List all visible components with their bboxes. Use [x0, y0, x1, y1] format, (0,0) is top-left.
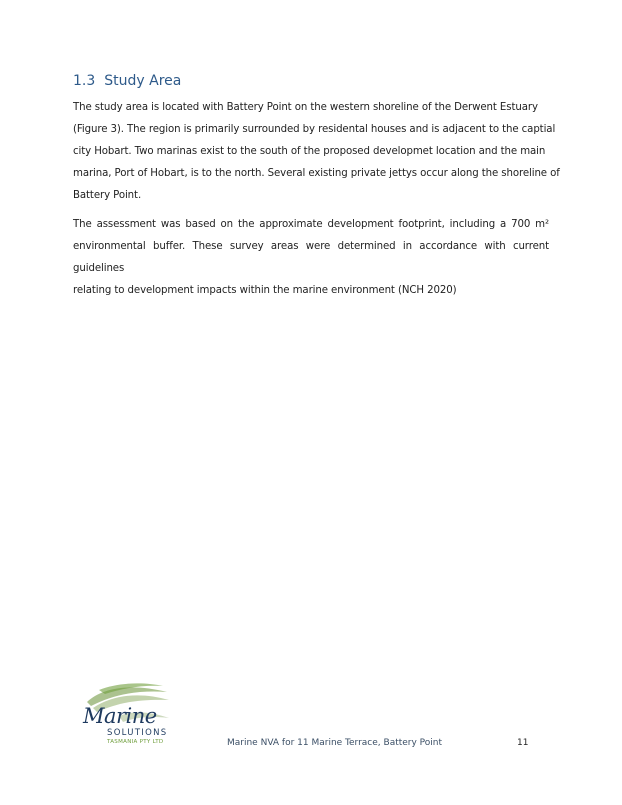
logo-brand: Marine — [83, 704, 157, 728]
footer-title: Marine NVA for 11 Marine Terrace, Battery Point — [227, 738, 443, 748]
page-number: 11 — [517, 738, 529, 748]
paragraph-line: The assessment was based on the approximate development footprint, including a 700 m² — [73, 219, 549, 230]
paragraph-line: (Figure 3). The region is primarily surrounded by residental houses and is adjacent to the captial — [73, 124, 556, 135]
paragraph-line: The study area is located with Battery Point on the western shoreline of the Derwent Estuary — [73, 102, 538, 113]
marine-solutions-logo — [79, 682, 172, 748]
logo-line1: SOLUTIONS — [107, 728, 168, 738]
paragraph-line: environmental buffer. These survey areas were determined in accordance with current guidelines — [73, 241, 549, 274]
logo-line2: TASMANIA PTY LTD — [107, 739, 164, 745]
section-heading — [73, 73, 181, 89]
paragraph-line: marina, Port of Hobart, is to the north. Several existing private jettys occur along the shoreline of — [73, 168, 560, 179]
paragraph-assessment — [73, 214, 549, 302]
section-title: Study Area — [104, 73, 182, 89]
paragraph-study-area — [73, 97, 560, 207]
section-number: 1.3 — [73, 73, 96, 89]
paragraph-line: Battery Point. — [73, 190, 142, 201]
paragraph-line: relating to development impacts within the marine environment (NCH 2020) — [73, 285, 457, 296]
paragraph-line: city Hobart. Two marinas exist to the south of the proposed developmet location and the main — [73, 146, 546, 157]
